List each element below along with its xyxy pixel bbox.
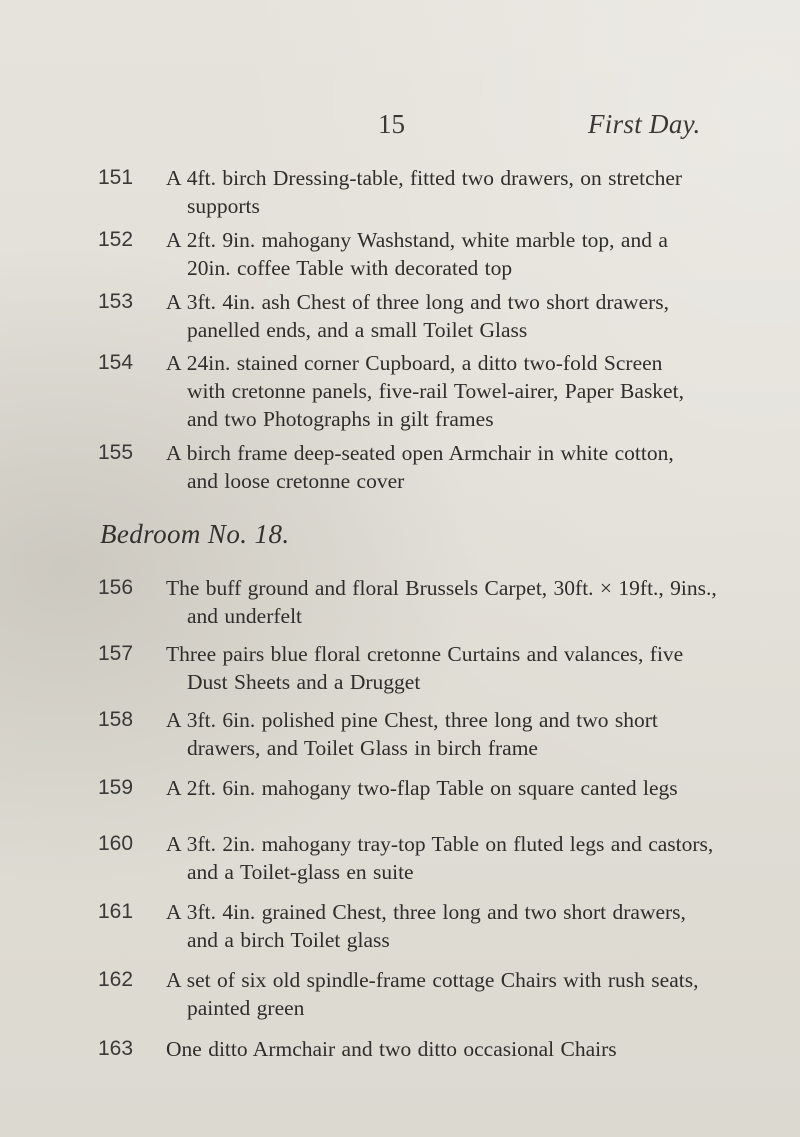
lot-number: 156 xyxy=(98,576,134,599)
lot-line: A 3ft. 4in. ash Chest of three long and two short drawers, xyxy=(166,290,670,314)
lot-number: 154 xyxy=(98,351,134,374)
lot-line: drawers, and Toilet Glass in birch frame xyxy=(187,736,538,760)
lot-description xyxy=(166,574,758,630)
lot-line: and loose cretonne cover xyxy=(187,469,405,493)
lot-line: A 2ft. 6in. mahogany two-flap Table on square canted legs xyxy=(166,776,678,800)
lot-number: 157 xyxy=(98,642,134,665)
lot-number: 151 xyxy=(98,166,134,189)
lot-line: The buff ground and floral Brussels Carpet, 30ft. × 19ft., 9ins., xyxy=(166,576,717,600)
lot-line: painted green xyxy=(187,996,305,1020)
lot-line: Three pairs blue floral cretonne Curtains and valances, five xyxy=(166,642,684,666)
lot-description xyxy=(166,164,758,220)
lot-line: A 3ft. 4in. grained Chest, three long and two short drawers, xyxy=(166,900,686,924)
lot-line: A birch frame deep-seated open Armchair in white cotton, xyxy=(166,441,674,465)
lot-line: A set of six old spindle-frame cottage Chairs with rush seats, xyxy=(166,968,699,992)
lot-number: 153 xyxy=(98,290,134,313)
lot-description xyxy=(166,774,758,802)
lot-line: and two Photographs in gilt frames xyxy=(187,407,494,431)
lot-description xyxy=(166,706,758,762)
lot-line: A 3ft. 2in. mahogany tray-top Table on fluted legs and castors, xyxy=(166,832,714,856)
lot-line: A 4ft. birch Dressing-table, fitted two drawers, on stretcher xyxy=(166,166,683,190)
lot-description xyxy=(166,439,758,495)
lot-number: 163 xyxy=(98,1037,134,1060)
lot-line: A 2ft. 9in. mahogany Washstand, white marble top, and a xyxy=(166,228,668,252)
lot-number: 160 xyxy=(98,832,134,855)
lot-description xyxy=(166,288,758,344)
lot-description xyxy=(166,640,758,696)
section-title: Bedroom No. 18. xyxy=(100,519,290,549)
lot-number: 161 xyxy=(98,900,134,923)
lot-description xyxy=(166,898,758,954)
lot-line: with cretonne panels, five-rail Towel-airer, Paper Basket, xyxy=(187,379,684,403)
lot-line: panelled ends, and a small Toilet Glass xyxy=(187,318,528,342)
lot-line: and underfelt xyxy=(187,604,303,628)
lot-line: A 24in. stained corner Cupboard, a ditto two-fold Screen xyxy=(166,351,663,375)
lot-number: 162 xyxy=(98,968,134,991)
lot-line: and a Toilet-glass en suite xyxy=(187,860,414,884)
day-title: First Day. xyxy=(588,109,701,139)
lot-number: 155 xyxy=(98,441,134,464)
lot-number: 158 xyxy=(98,708,134,731)
lot-number: 159 xyxy=(98,776,134,799)
lot-description xyxy=(166,349,758,433)
lot-line: One ditto Armchair and two ditto occasional Chairs xyxy=(166,1037,617,1061)
lot-description xyxy=(166,830,758,886)
lot-line: 20in. coffee Table with decorated top xyxy=(187,256,513,280)
page-number: 15 xyxy=(378,109,405,139)
lot-description xyxy=(166,226,758,282)
lot-line: supports xyxy=(187,194,260,218)
lot-description xyxy=(166,1035,758,1063)
page-header xyxy=(0,108,800,140)
lot-line: A 3ft. 6in. polished pine Chest, three long and two short xyxy=(166,708,658,732)
lot-number: 152 xyxy=(98,228,134,251)
lot-line: and a birch Toilet glass xyxy=(187,928,390,952)
lot-description xyxy=(166,966,758,1022)
lot-line: Dust Sheets and a Drugget xyxy=(187,670,421,694)
